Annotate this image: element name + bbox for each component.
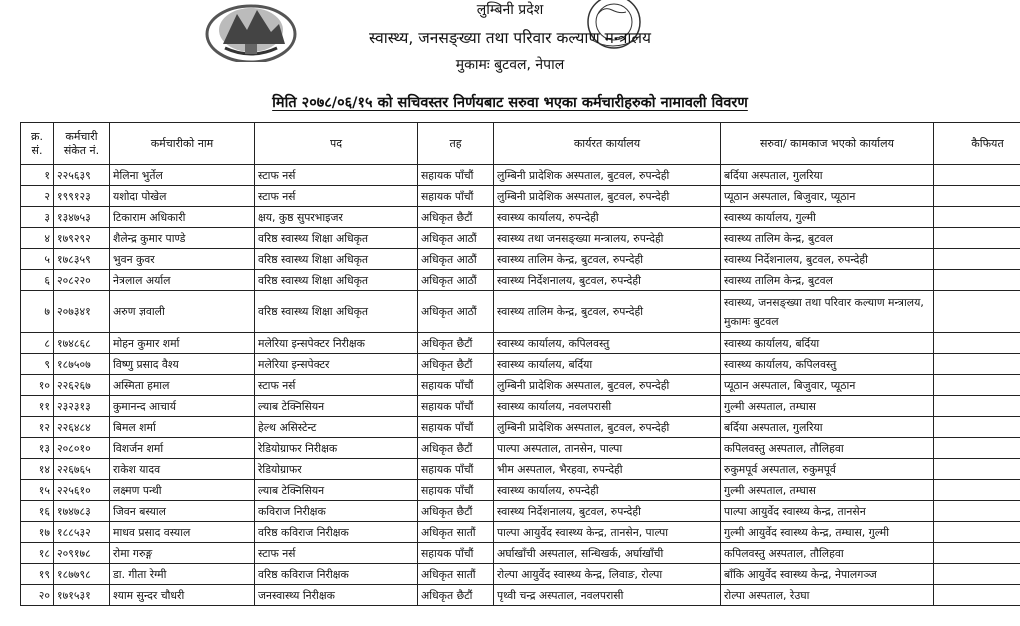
cell-office: स्वास्थ्य तथा जनसङ्ख्या मन्त्रालय, रुपन्देही [494,228,721,249]
cell-remarks [934,333,1020,354]
col-header-name: कर्मचारीको नाम [110,123,255,165]
cell-level: अधिकृत आठौं [418,228,494,249]
cell-level: अधिकृत छैटौं [418,585,494,606]
cell-name: बिमल शर्मा [110,417,255,438]
table-row [21,291,1020,333]
cell-transfer: गुल्मी अस्पताल, तम्घास [721,396,934,417]
document-title: मिति २०७८/०६/१५ को सचिवस्तर निर्णयबाट सरुवा भएका कर्मचारीहरुको नामावली विवरण [272,95,748,111]
cell-sn: ११ [21,396,54,417]
cell-post: वरिष्ठ स्वास्थ्य शिक्षा अधिकृत [255,228,418,249]
cell-sn: ४ [21,228,54,249]
table-row [21,459,1020,480]
cell-remarks [934,564,1020,585]
cell-transfer: रुकुमपूर्व अस्पताल, रुकुमपूर्व [721,459,934,480]
cell-post: क्षय, कुष्ठ सुपरभाइजर [255,207,418,228]
cell-code: २२५६३९ [54,165,110,186]
cell-post: हेल्थ असिस्टेन्ट [255,417,418,438]
cell-sn: १४ [21,459,54,480]
cell-office: लुम्बिनी प्रादेशिक अस्पताल, बुटवल, रुपन्देही [494,165,721,186]
cell-name: जिवन बस्याल [110,501,255,522]
cell-name: नेत्रलाल अर्याल [110,270,255,291]
cell-office: स्वास्थ्य कार्यालय, रुपन्देही [494,480,721,501]
cell-remarks [934,522,1020,543]
cell-office: लुम्बिनी प्रादेशिक अस्पताल, बुटवल, रुपन्देही [494,186,721,207]
cell-transfer: स्वास्थ्य तालिम केन्द्र, बुटवल [721,270,934,291]
table-row [21,165,1020,186]
cell-office: स्वास्थ्य तालिम केन्द्र, बुटवल, रुपन्देही [494,291,721,333]
cell-remarks [934,249,1020,270]
cell-sn: १० [21,375,54,396]
cell-level: अधिकृत छैटौं [418,354,494,375]
ministry-name: स्वास्थ्य, जनसङ्ख्या तथा परिवार कल्याण मन्त्रालय [369,29,651,47]
cell-remarks [934,291,1020,333]
cell-office: स्वास्थ्य कार्यालय, बर्दिया [494,354,721,375]
cell-remarks [934,417,1020,438]
cell-post: रेडियोग्राफर [255,459,418,480]
cell-remarks [934,501,1020,522]
cell-post: मलेरिया इन्सपेक्टर निरीक्षक [255,333,418,354]
cell-level: अधिकृत आठौं [418,291,494,333]
cell-remarks [934,165,1020,186]
cell-level: सहायक पाँचौं [418,543,494,564]
cell-office: अर्घाखाँची अस्पताल, सन्धिखर्क, अर्घाखाँची [494,543,721,564]
cell-level: सहायक पाँचौं [418,186,494,207]
col-header-sn: क्र. सं. [21,123,54,165]
cell-transfer: स्वास्थ्य तालिम केन्द्र, बुटवल [721,228,934,249]
cell-level: अधिकृत आठौं [418,249,494,270]
cell-code: २०७३४१ [54,291,110,333]
cell-transfer: गुल्मी आयुर्वेद स्वास्थ्य केन्द्र, तम्घास, गुल्मी [721,522,934,543]
cell-post: रेडियोग्राफर निरीक्षक [255,438,418,459]
cell-office: रोल्पा आयुर्वेद स्वास्थ्य केन्द्र, लिवाङ, रोल्पा [494,564,721,585]
cell-office: भीम अस्पताल, भैरहवा, रुपन्देही [494,459,721,480]
col-header-level: तह [418,123,494,165]
cell-code: १८७५०७ [54,354,110,375]
cell-code: १७४७८३ [54,501,110,522]
cell-remarks [934,543,1020,564]
cell-remarks [934,585,1020,606]
cell-sn: २० [21,585,54,606]
cell-name: टिकाराम अधिकारी [110,207,255,228]
cell-sn: ३ [21,207,54,228]
cell-sn: १ [21,165,54,186]
cell-transfer: रोल्पा अस्पताल, रेउघा [721,585,934,606]
cell-code: २३२३१३ [54,396,110,417]
table-header-row [21,123,1020,165]
cell-sn: ५ [21,249,54,270]
cell-remarks [934,396,1020,417]
cell-level: सहायक पाँचौं [418,417,494,438]
cell-sn: १३ [21,438,54,459]
cell-name: कुमानन्द आचार्य [110,396,255,417]
cell-office: स्वास्थ्य कार्यालय, कपिलवस्तु [494,333,721,354]
cell-remarks [934,354,1020,375]
cell-name: विशर्जन शर्मा [110,438,255,459]
cell-level: सहायक पाँचौं [418,459,494,480]
cell-level: सहायक पाँचौं [418,480,494,501]
col-header-post: पद [255,123,418,165]
cell-office: पाल्पा अस्पताल, तानसेन, पाल्पा [494,438,721,459]
table-row [21,480,1020,501]
table-row [21,354,1020,375]
cell-remarks [934,459,1020,480]
cell-sn: १८ [21,543,54,564]
cell-level: अधिकृत छैटौं [418,438,494,459]
cell-level: अधिकृत छैटौं [418,207,494,228]
cell-post: स्टाफ नर्स [255,165,418,186]
cell-code: २२६४८४ [54,417,110,438]
cell-code: २०८०१० [54,438,110,459]
cell-post: वरिष्ठ स्वास्थ्य शिक्षा अधिकृत [255,291,418,333]
office-location: मुकामः बुटवल, नेपाल [455,57,565,73]
cell-transfer: बर्दिया अस्पताल, गुलरिया [721,165,934,186]
cell-remarks [934,480,1020,501]
cell-office: पृथ्वी चन्द्र अस्पताल, नवलपरासी [494,585,721,606]
cell-post: वरिष्ठ स्वास्थ्य शिक्षा अधिकृत [255,270,418,291]
cell-code: १७१५३१ [54,585,110,606]
cell-name: भुवन कुवर [110,249,255,270]
cell-name: श्याम सुन्दर चौधरी [110,585,255,606]
cell-code: १७८३५९ [54,249,110,270]
cell-transfer: स्वास्थ्य, जनसङ्ख्या तथा परिवार कल्याण मन्त्रालय, मुकामः बुटवल [721,291,934,333]
cell-office: स्वास्थ्य कार्यालय, नवलपरासी [494,396,721,417]
cell-transfer: पाल्पा आयुर्वेद स्वास्थ्य केन्द्र, तानसेन [721,501,934,522]
cell-remarks [934,375,1020,396]
cell-name: शैलेन्द्र कुमार पाण्डे [110,228,255,249]
cell-level: सहायक पाँचौं [418,165,494,186]
cell-post: वरिष्ठ कविराज निरीक्षक [255,564,418,585]
cell-post: ल्याब टेक्निसियन [255,396,418,417]
table-row [21,228,1020,249]
cell-office: स्वास्थ्य तालिम केन्द्र, बुटवल, रुपन्देही [494,249,721,270]
table-row [21,207,1020,228]
cell-office: लुम्बिनी प्रादेशिक अस्पताल, बुटवल, रुपन्देही [494,375,721,396]
cell-post: स्टाफ नर्स [255,186,418,207]
cell-post: वरिष्ठ कविराज निरीक्षक [255,522,418,543]
table-row [21,522,1020,543]
cell-code: १७९२९२ [54,228,110,249]
cell-post: जनस्वास्थ्य निरीक्षक [255,585,418,606]
table-row [21,396,1020,417]
cell-transfer: कपिलवस्तु अस्पताल, तौलिहवा [721,438,934,459]
cell-code: १७४८६८ [54,333,110,354]
cell-name: लक्ष्मण पन्थी [110,480,255,501]
col-header-transfer: सरुवा/ कामकाज भएको कार्यालय [721,123,934,165]
cell-remarks [934,186,1020,207]
cell-level: अधिकृत छैटौं [418,333,494,354]
col-header-office: कार्यरत कार्यालय [494,123,721,165]
province-name: लुम्बिनी प्रदेश [476,2,544,18]
table-row [21,585,1020,606]
cell-code: २२६७६५ [54,459,110,480]
table-row [21,543,1020,564]
cell-code: २२६२६७ [54,375,110,396]
cell-name: राकेश यादव [110,459,255,480]
cell-post: ल्याब टेक्निसियन [255,480,418,501]
cell-sn: ८ [21,333,54,354]
cell-name: रोमा गरुङ्ग [110,543,255,564]
cell-name: यशोदा पोखेल [110,186,255,207]
cell-code: १८७७९८ [54,564,110,585]
col-header-code: कर्मचारी संकेत नं. [54,123,110,165]
table-row [21,249,1020,270]
cell-transfer: गुल्मी अस्पताल, तम्घास [721,480,934,501]
transfer-table [20,122,1020,606]
cell-post: मलेरिया इन्सपेक्टर [255,354,418,375]
table-row [21,270,1020,291]
cell-remarks [934,270,1020,291]
cell-code: २०८२२० [54,270,110,291]
cell-remarks [934,207,1020,228]
cell-name: मेलिना भुर्तेल [110,165,255,186]
cell-level: अधिकृत सातौं [418,522,494,543]
cell-transfer: प्यूठान अस्पताल, बिजुवार, प्यूठान [721,186,934,207]
cell-transfer: बर्दिया अस्पताल, गुलरिया [721,417,934,438]
cell-name: विष्णु प्रसाद वैश्य [110,354,255,375]
cell-name: डा. गीता रेग्मी [110,564,255,585]
cell-post: स्टाफ नर्स [255,375,418,396]
cell-level: सहायक पाँचौं [418,375,494,396]
cell-transfer: स्वास्थ्य कार्यालय, गुल्मी [721,207,934,228]
table-row [21,417,1020,438]
cell-code: १९९१२३ [54,186,110,207]
cell-code: १८८५३२ [54,522,110,543]
cell-level: अधिकृत आठौं [418,270,494,291]
cell-post: स्टाफ नर्स [255,543,418,564]
cell-remarks [934,438,1020,459]
cell-level: सहायक पाँचौं [418,396,494,417]
cell-post: कविराज निरीक्षक [255,501,418,522]
cell-code: २२५६१० [54,480,110,501]
cell-name: मोहन कुमार शर्मा [110,333,255,354]
table-row [21,564,1020,585]
cell-sn: २ [21,186,54,207]
cell-transfer: प्यूठान अस्पताल, बिजुवार, प्यूठान [721,375,934,396]
cell-sn: ६ [21,270,54,291]
cell-sn: ७ [21,291,54,333]
cell-sn: १६ [21,501,54,522]
cell-code: २०९१७८ [54,543,110,564]
table-row [21,375,1020,396]
cell-name: अस्मिता हमाल [110,375,255,396]
table-row [21,186,1020,207]
col-header-remarks: कैफियत [934,123,1020,165]
cell-transfer: स्वास्थ्य निर्देशनालय, बुटवल, रुपन्देही [721,249,934,270]
cell-transfer: कपिलवस्तु अस्पताल, तौलिहवा [721,543,934,564]
cell-office: लुम्बिनी प्रादेशिक अस्पताल, बुटवल, रुपन्देही [494,417,721,438]
table-row [21,333,1020,354]
cell-level: अधिकृत छैटौं [418,501,494,522]
cell-sn: १२ [21,417,54,438]
cell-transfer: बाँकि आयुर्वेद स्वास्थ्य केन्द्र, नेपालगञ्ज [721,564,934,585]
cell-name: अरुण ज्ञवाली [110,291,255,333]
cell-office: स्वास्थ्य निर्देशनालय, बुटवल, रुपन्देही [494,501,721,522]
cell-sn: १५ [21,480,54,501]
cell-office: पाल्पा आयुर्वेद स्वास्थ्य केन्द्र, तानसेन, पाल्पा [494,522,721,543]
cell-name: माधव प्रसाद वस्याल [110,522,255,543]
cell-post: वरिष्ठ स्वास्थ्य शिक्षा अधिकृत [255,249,418,270]
cell-sn: ९ [21,354,54,375]
cell-sn: १७ [21,522,54,543]
cell-transfer: स्वास्थ्य कार्यालय, बर्दिया [721,333,934,354]
cell-transfer: स्वास्थ्य कार्यालय, कपिलवस्तु [721,354,934,375]
cell-office: स्वास्थ्य कार्यालय, रुपन्देही [494,207,721,228]
table-row [21,438,1020,459]
cell-sn: १९ [21,564,54,585]
cell-code: १३४७५३ [54,207,110,228]
cell-level: अधिकृत सातौं [418,564,494,585]
cell-remarks [934,228,1020,249]
table-row [21,501,1020,522]
cell-office: स्वास्थ्य निर्देशनालय, बुटवल, रुपन्देही [494,270,721,291]
